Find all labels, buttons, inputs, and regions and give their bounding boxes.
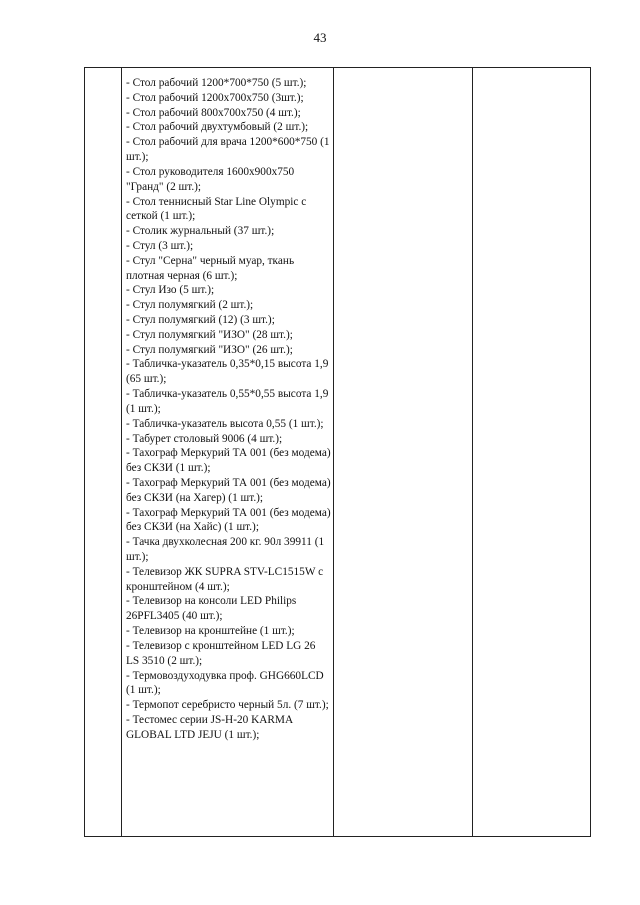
list-item: - Стул полумягкий "ИЗО" (26 шт.); bbox=[126, 343, 293, 356]
number-cell bbox=[85, 68, 122, 837]
list-item: - Стол руководителя 1600х900х750 "Гранд" (2 шт.); bbox=[126, 165, 295, 193]
table-row bbox=[85, 68, 591, 837]
list-item: - Табличка-указатель 0,35*0,15 высота 1,9 (65 шт.); bbox=[126, 358, 329, 386]
list-item: - Тахограф Меркурий ТА 001 (без модема) без СКЗИ (1 шт.); bbox=[126, 447, 331, 475]
list-item: - Телевизор с кронштейном LED LG 26 LS 3510 (2 шт.); bbox=[126, 639, 316, 667]
list-item: - Стол рабочий двухтумбовый (2 шт.); bbox=[126, 121, 309, 134]
list-item: - Тахограф Меркурий ТА 001 (без модема) без СКЗИ (на Хагер) (1 шт.); bbox=[126, 476, 331, 504]
list-item: - Тахограф Меркурий ТА 001 (без модема) без СКЗИ (на Хайс) (1 шт.); bbox=[126, 506, 331, 534]
list-item: - Стол рабочий 1200*700*750 (5 шт.); bbox=[126, 77, 307, 89]
list-item: - Табличка-указатель высота 0,55 (1 шт.); bbox=[126, 417, 324, 430]
list-item: - Стул Изо (5 шт.); bbox=[126, 284, 215, 297]
list-item: - Стул полумягкий (2 шт.); bbox=[126, 299, 254, 312]
list-item: - Стул полумягкий (12) (3 шт.); bbox=[126, 314, 275, 326]
list-item: - Телевизор на консоли LED Philips 26PFL3405 (40 шт.); bbox=[126, 595, 297, 623]
list-item: - Стул "Серна" черный муар, ткань плотная черная (6 шт.); bbox=[126, 254, 295, 282]
list-item: - Тестомес серии JS-H-20 KARMA GLOBAL LTD JEJU (1 шт.); bbox=[126, 713, 293, 741]
empty-cell bbox=[473, 68, 591, 837]
list-item: - Стол рабочий для врача 1200*600*750 (1 шт.); bbox=[126, 136, 330, 164]
inventory-table bbox=[84, 67, 591, 837]
empty-cell bbox=[334, 68, 473, 837]
list-item: - Стул (3 шт.); bbox=[126, 239, 194, 252]
list-item: - Табурет столовый 9006 (4 шт.); bbox=[126, 432, 283, 445]
list-item: - Термопот серебристо черный 5л. (7 шт.); bbox=[126, 699, 329, 712]
items-cell bbox=[122, 68, 334, 837]
list-item: - Тачка двухколесная 200 кг. 90л 39911 (1 шт.); bbox=[126, 536, 325, 563]
page-number: 43 bbox=[313, 30, 327, 45]
items-list bbox=[122, 68, 333, 743]
list-item: - Табличка-указатель 0,55*0,55 высота 1,9 (1 шт.); bbox=[126, 388, 329, 415]
list-item: - Телевизор ЖК SUPRA STV-LC1515W с кронштейном (4 шт.); bbox=[126, 565, 324, 593]
list-item: - Стул полумягкий "ИЗО" (28 шт.); bbox=[126, 328, 293, 341]
list-item: - Телевизор на кронштейне (1 шт.); bbox=[126, 625, 295, 638]
list-item: - Термовоздуходувка проф. GHG660LCD (1 шт.); bbox=[126, 669, 324, 697]
list-item: - Стол рабочий 800х700х750 (4 шт.); bbox=[126, 106, 301, 119]
list-item: - Столик журнальный (37 шт.); bbox=[126, 225, 275, 238]
list-item: - Стол рабочий 1200х700х750 (3шт.); bbox=[126, 91, 304, 104]
list-item: - Стол теннисный Star Line Olympic с сеткой (1 шт.); bbox=[126, 195, 307, 223]
